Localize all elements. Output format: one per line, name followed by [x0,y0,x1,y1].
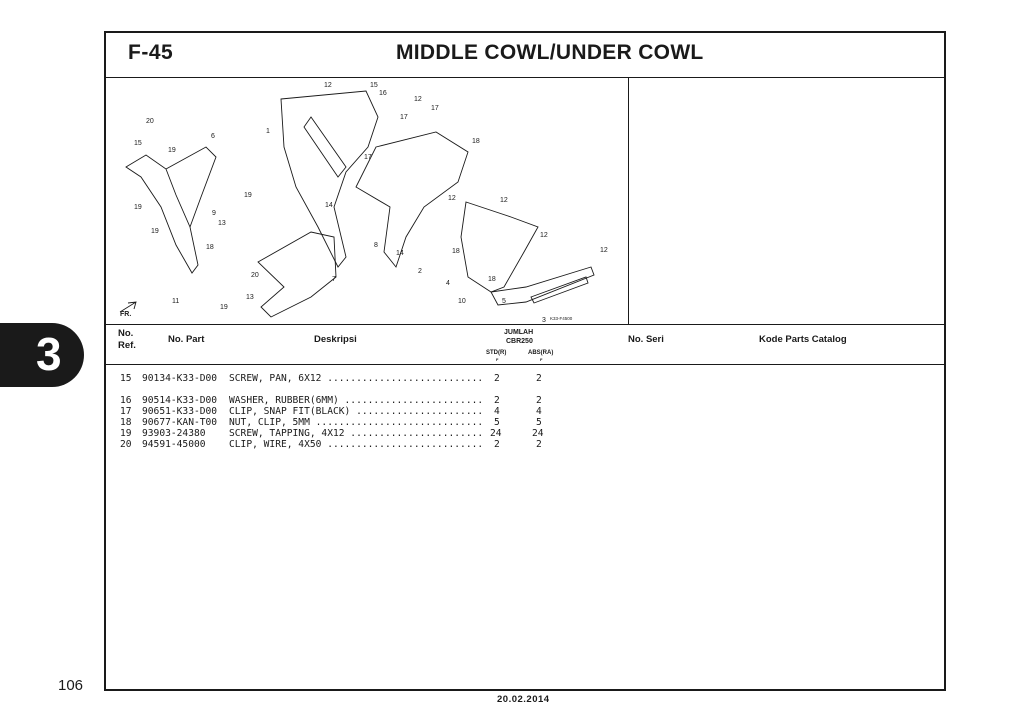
callout-13: 13 [218,220,226,227]
cell-abs: 5 [536,417,542,428]
header-catalog: Kode Parts Catalog [759,334,847,345]
cell-std: 2 [494,373,500,384]
cell-desc: NUT, CLIP, 5MM ............................. [229,417,484,428]
callout-19c: 19 [151,228,159,235]
page-number: 106 [58,677,84,694]
callout-19b: 19 [244,192,252,199]
cell-ref: 18 [120,417,132,428]
callout-11: 11 [172,298,180,305]
cell-ref: 16 [120,395,132,406]
cell-ref: 15 [120,373,132,384]
cell-std: 24 [490,428,502,439]
callout-10: 10 [458,298,466,305]
left-bracket-part [126,155,198,273]
header-std: STD(R) [486,350,507,356]
callout-20: 20 [146,118,154,125]
callout-14b: 14 [325,202,333,209]
header-ref-line1: No. [118,328,134,339]
header-part: No. Part [168,334,205,345]
print-date: 20.02.2014 [497,694,550,705]
callout-18: 18 [472,138,480,145]
drawing-code: K33-F4500 [550,316,573,321]
cell-std: 4 [494,406,500,417]
inner-cowl-part [258,232,336,317]
callout-7: 7 [332,276,336,283]
cell-ref: 20 [120,439,132,450]
cell-part: 90651-K33-D00 [142,406,218,417]
cell-part: 90514-K33-D00 [142,395,218,406]
callout-18d: 18 [488,276,496,283]
callout-12f: 12 [600,247,608,254]
section-tab [0,323,84,387]
callout-17c: 17 [364,154,372,161]
figure-code: F-45 [128,41,174,64]
table-row [106,417,944,428]
callout-labels [120,82,608,324]
callout-5: 5 [502,298,506,305]
callout-20b: 20 [251,272,259,279]
callout-12d: 12 [448,195,456,202]
direction-label: FR. [120,311,132,318]
cowl-slot [304,117,346,177]
catalog-page-frame [104,31,946,691]
callout-1: 1 [266,128,270,135]
callout-19e: 19 [168,147,176,154]
parts-drawing [106,77,628,324]
cell-abs: 2 [536,395,542,406]
header-model: CBR250 [506,338,533,345]
cell-std: 5 [494,417,500,428]
under-cowl-stripe [491,267,594,305]
cell-ref: 17 [120,406,132,417]
header-desc: Deskripsi [314,334,357,345]
title-bar [106,33,944,78]
table-header [106,324,944,365]
table-row [106,395,944,406]
cell-desc: SCREW, PAN, 6X12 ........................... [229,373,484,384]
callout-2: 2 [418,268,422,275]
section-tab-number: 3 [36,328,62,380]
callout-9: 9 [212,210,216,217]
header-std-sub: F [496,357,499,362]
header-abs: ABS(RA) [528,350,554,356]
callout-18b: 18 [206,244,214,251]
cell-std: 2 [494,439,500,450]
callout-12b: 12 [414,96,422,103]
cell-desc: WASHER, RUBBER(6MM) ........................ [229,395,484,406]
callout-14: 14 [396,250,404,257]
callout-19d: 19 [134,204,142,211]
cell-std: 2 [494,395,500,406]
cell-ref: 19 [120,428,132,439]
cell-abs: 4 [536,406,542,417]
callout-15: 15 [134,140,142,147]
table-row [106,373,944,384]
table-row [106,428,944,439]
callout-15b: 15 [370,82,378,89]
header-serial: No. Seri [628,334,664,345]
callout-18c: 18 [452,248,460,255]
cell-part: 90134-K33-D00 [142,373,218,384]
cell-part: 94591-45000 [142,439,206,450]
header-ref-line2: Ref. [118,340,136,351]
callout-16: 16 [379,90,387,97]
cell-desc: CLIP, WIRE, 4X50 ........................... [229,439,484,450]
callout-3: 3 [542,317,546,324]
callout-17: 17 [400,114,408,121]
callout-17b: 17 [431,105,439,112]
callout-12: 12 [324,82,332,89]
callout-8: 8 [374,242,378,249]
bracket-arm [166,147,216,227]
cell-desc: CLIP, SNAP FIT(BLACK) ...................... [229,406,484,417]
callout-6: 6 [211,133,215,140]
callout-19: 19 [220,304,228,311]
cell-abs: 2 [536,373,542,384]
under-cowl-part [461,202,538,292]
callout-4: 4 [446,280,450,287]
callout-12c: 12 [500,197,508,204]
blank-panel [629,77,944,324]
cell-abs: 24 [532,428,544,439]
table-row [106,406,944,417]
table-row [106,439,944,450]
cell-part: 93903-24380 [142,428,206,439]
callout-13b: 13 [246,294,254,301]
callout-12e: 12 [540,232,548,239]
page-title: MIDDLE COWL/UNDER COWL [396,41,704,64]
header-qty: JUMLAH [504,329,534,336]
exploded-diagram [106,77,629,324]
cell-desc: SCREW, TAPPING, 4X12 ....................... [229,428,484,439]
header-abs-sub: F [540,357,543,362]
cell-abs: 2 [536,439,542,450]
cell-part: 90677-KAN-T00 [142,417,218,428]
